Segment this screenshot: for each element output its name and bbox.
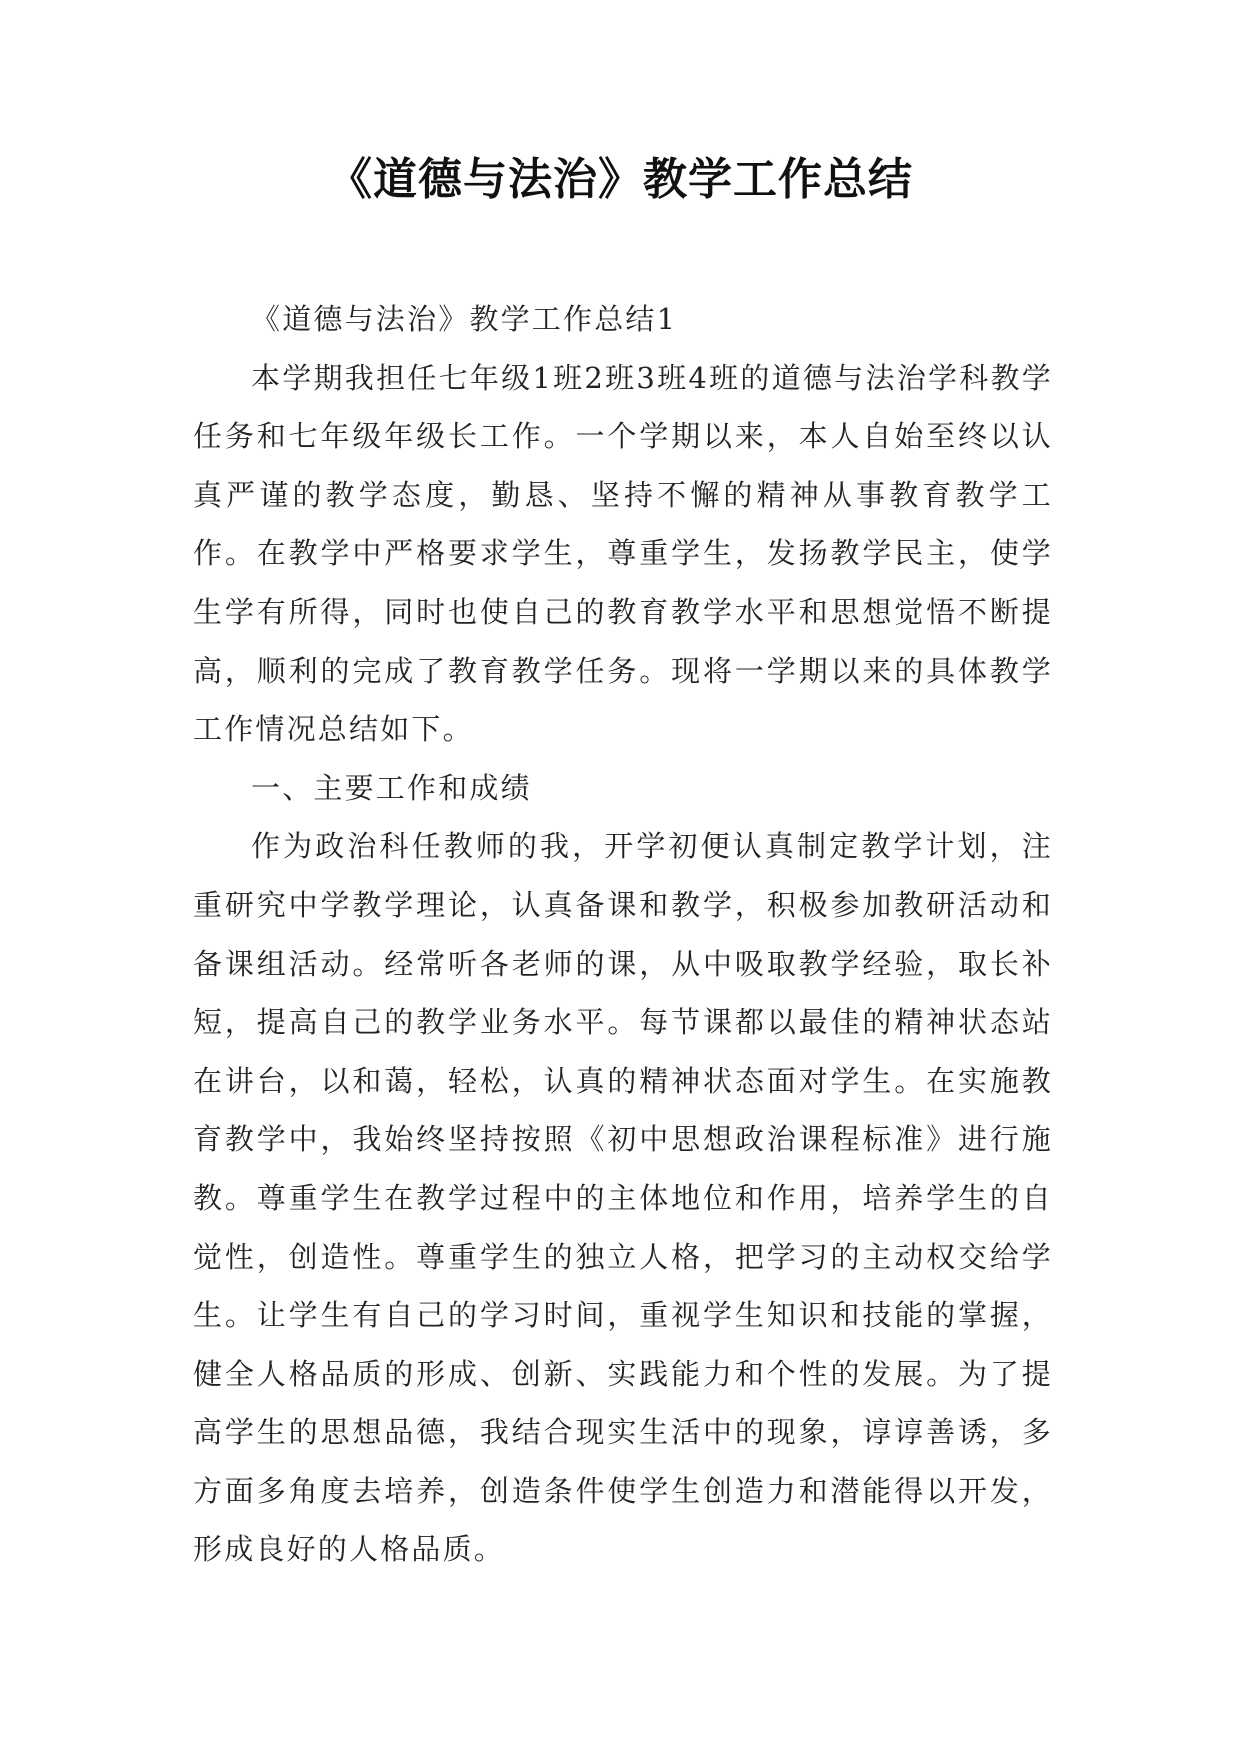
section-heading: 一、主要工作和成绩 <box>251 770 532 805</box>
section-heading: 《道德与法治》教学工作总结1 <box>251 302 678 336</box>
document-body <box>193 290 1053 1579</box>
document-title: 《道德与法治》教学工作总结 <box>328 154 913 205</box>
body-paragraph: 本学期我担任七年级1班2班3班4班的道德与法治学科教学任务和七年级年级长工作。一个学期以来，本人自始至终以认真严谨的教学态度，勤恳、坚持不懈的精神从事教育教学工作。在教学中严格要求学生，尊重学生，发扬教学民主，使学生学有所得，同时也使自己的教育教学水平和思想觉悟不断提高，顺利的完成了教育教学任务。现将一学期以来的具体教学工作情况总结如下。 <box>193 360 1053 747</box>
body-paragraph: 作为政治科任教师的我，开学初便认真制定教学计划，注重研究中学教学理论，认真备课和教学，积极参加教研活动和备课组活动。经常听各老师的课，从中吸取教学经验，取长补短，提高自己的教学业务水平。每节课都以最佳的精神状态站在讲台，以和蔼，轻松，认真的精神状态面对学生。在实施教育教学中，我始终坚持按照《初中思想政治课程标准》进行施教。尊重学生在教学过程中的主体地位和作用，培养学生的自觉性，创造性。尊重学生的独立人格，把学习的主动权交给学生。让学生有自己的学习时间，重视学生知识和技能的掌握，健全人格品质的形成、创新、实践能力和个性的发展。为了提高学生的思想品德，我结合现实生活中的现象，谆谆善诱，多方面多角度去培养，创造条件使学生创造力和潜能得以开发，形成良好的人格品质。 <box>193 829 1053 1567</box>
